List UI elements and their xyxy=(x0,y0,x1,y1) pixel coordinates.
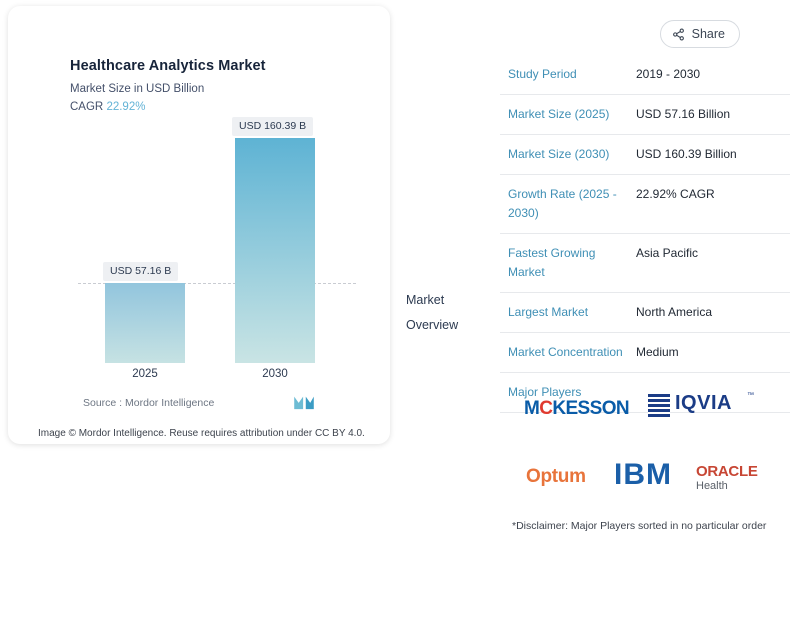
row-value: 22.92% CAGR xyxy=(636,187,715,201)
iqvia-logo-text: IQVIA xyxy=(675,392,732,414)
chart-plot-area xyxy=(70,118,370,363)
share-label: Share xyxy=(691,27,725,41)
row-key: Fastest Growing Market xyxy=(508,246,596,279)
source-line xyxy=(83,397,214,409)
iqvia-trademark: ™ xyxy=(747,392,754,399)
table-row xyxy=(500,55,790,95)
mckesson-logo-part2: C xyxy=(539,398,553,419)
mckesson-logo-part1: M xyxy=(524,398,540,419)
table-row xyxy=(500,234,790,293)
row-key: Growth Rate (2025 - 2030) xyxy=(508,187,617,220)
market-overview-label xyxy=(406,288,476,338)
row-value: Medium xyxy=(636,345,679,359)
table-row xyxy=(500,95,790,135)
source-value: Mordor Intelligence xyxy=(125,397,215,409)
share-icon xyxy=(672,28,685,41)
players-disclaimer: *Disclaimer: Major Players sorted in no particular order xyxy=(512,520,767,532)
bar-2025 xyxy=(105,283,185,363)
row-key: Study Period xyxy=(508,67,577,81)
cagr-line xyxy=(70,101,145,113)
row-value: North America xyxy=(636,305,713,319)
chart-title: Healthcare Analytics Market xyxy=(70,58,266,74)
bar-2030 xyxy=(235,138,315,363)
ibm-logo xyxy=(612,456,702,496)
cagr-label: CAGR xyxy=(70,101,104,113)
iqvia-logo xyxy=(648,390,756,424)
x-tick-2025: 2025 xyxy=(132,368,158,380)
iqvia-bars-icon xyxy=(648,394,670,418)
source-label: Source : xyxy=(83,397,123,409)
row-key: Market Size (2030) xyxy=(508,147,610,161)
row-value: Asia Pacific xyxy=(636,246,699,260)
bar-label-2025: USD 57.16 B xyxy=(103,262,178,281)
table-row xyxy=(500,175,790,234)
market-facts-table xyxy=(500,55,790,413)
oracle-health-logo xyxy=(696,464,758,494)
cagr-value: 22.92% xyxy=(106,101,146,113)
mckesson-logo-part3: KESSON xyxy=(552,398,629,419)
oracle-logo-text: ORACLE xyxy=(696,463,758,480)
share-button[interactable] xyxy=(660,20,740,48)
table-row xyxy=(500,135,790,175)
mckesson-logo xyxy=(524,398,629,420)
row-value: USD 57.16 Billion xyxy=(636,107,731,121)
major-players-logos xyxy=(500,378,790,508)
row-key: Market Concentration xyxy=(508,345,623,359)
row-key: Market Size (2025) xyxy=(508,107,610,121)
optum-logo: Optum xyxy=(526,466,586,487)
attribution-text: Image © Mordor Intelligence. Reuse requires attribution under CC BY 4.0. xyxy=(38,428,365,439)
row-value: 2019 - 2030 xyxy=(636,67,701,81)
row-key: Major Players xyxy=(508,385,582,399)
row-key: Largest Market xyxy=(508,305,589,319)
chart-subtitle: Market Size in USD Billion xyxy=(70,83,205,95)
x-tick-2030: 2030 xyxy=(262,368,288,380)
market-overview-line2: Overview xyxy=(406,318,459,332)
market-overview-line1: Market xyxy=(406,293,445,307)
mordor-logo-icon xyxy=(293,394,315,410)
oracle-health-subtext: Health xyxy=(696,480,728,492)
ibm-logo-text: IBM xyxy=(614,458,672,491)
table-row xyxy=(500,293,790,333)
row-value: USD 160.39 Billion xyxy=(636,147,737,161)
bar-label-2030: USD 160.39 B xyxy=(232,117,313,136)
chart-card xyxy=(8,6,390,444)
table-row xyxy=(500,333,790,373)
